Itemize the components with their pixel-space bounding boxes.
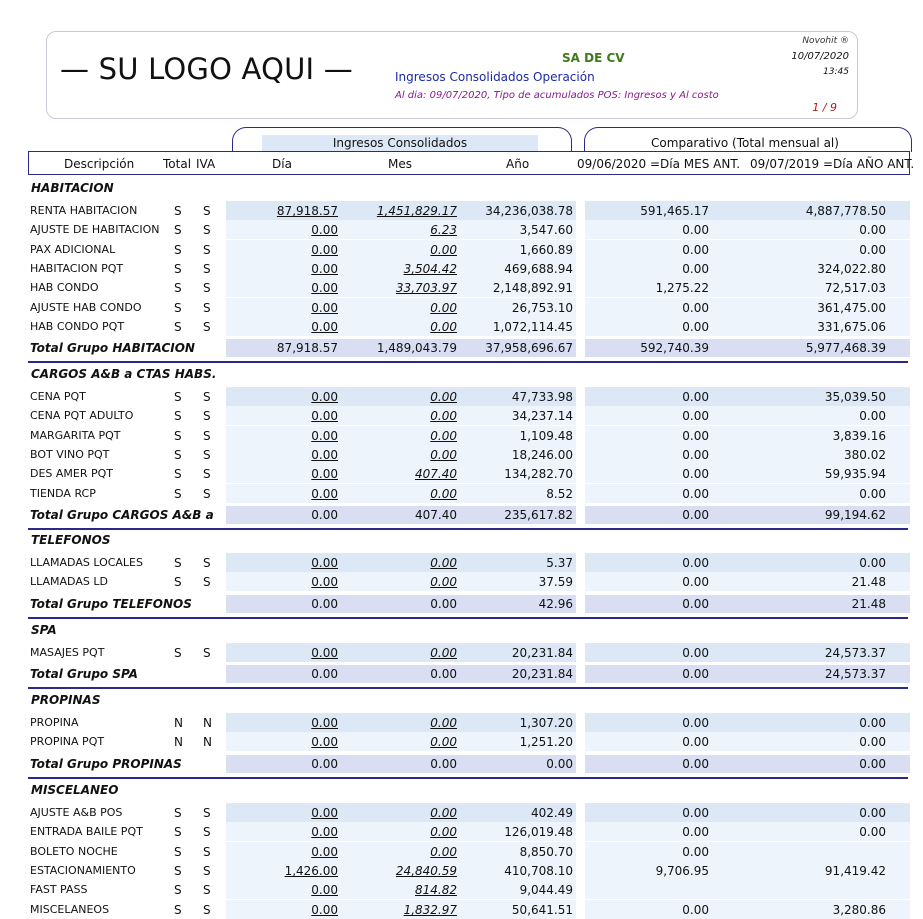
- row-dia-value[interactable]: 0.00: [311, 883, 338, 897]
- row-anio-value: 20,231.84: [511, 646, 573, 660]
- row-dia-value[interactable]: 1,426.00: [284, 864, 338, 878]
- row-mes-value[interactable]: 0.00: [430, 806, 457, 820]
- row-comp-anio-value: 91,419.42: [824, 864, 886, 878]
- row-comp-anio-value: 0.00: [859, 487, 886, 501]
- row-total-flag: S: [174, 223, 182, 237]
- total-mes-value: 0.00: [430, 597, 457, 611]
- total-mes-value: 1,489,043.79: [376, 341, 457, 355]
- group-total-label: Total Grupo HABITACION: [30, 341, 195, 355]
- row-comp-mes-value: 0.00: [682, 716, 709, 730]
- row-total-flag: S: [174, 243, 182, 257]
- row-iva-flag: S: [203, 243, 211, 257]
- group-total-label: Total Grupo TELEFONOS: [30, 597, 192, 611]
- ingresos-row-shade: [226, 484, 576, 503]
- row-iva-flag: S: [203, 556, 211, 570]
- total-comp-anio-value: 21.48: [851, 597, 886, 611]
- group-total-label: Total Grupo SPA: [30, 667, 138, 681]
- row-anio-value: 8,850.70: [519, 845, 573, 859]
- section-title: MISCELANEO: [31, 783, 119, 797]
- row-total-flag: S: [174, 845, 182, 859]
- row-comp-anio-value: 0.00: [859, 243, 886, 257]
- row-comp-anio-value: 0.00: [859, 825, 886, 839]
- ingresos-row-shade: [226, 553, 576, 572]
- row-mes-value[interactable]: 3,504.42: [403, 262, 457, 276]
- row-dia-value[interactable]: 0.00: [311, 262, 338, 276]
- row-total-flag: S: [174, 429, 182, 443]
- row-iva-flag: N: [203, 735, 212, 749]
- row-description: BOT VINO PQT: [30, 448, 110, 461]
- row-total-flag: S: [174, 409, 182, 423]
- row-mes-value[interactable]: 33,703.97: [395, 281, 457, 295]
- row-iva-flag: S: [203, 448, 211, 462]
- row-description: ESTACIONAMIENTO: [30, 864, 136, 877]
- row-anio-value: 5.37: [546, 556, 573, 570]
- row-iva-flag: S: [203, 883, 211, 897]
- row-dia-value[interactable]: 87,918.57: [276, 204, 338, 218]
- row-anio-value: 37.59: [538, 575, 573, 589]
- row-total-flag: S: [174, 903, 182, 917]
- comparativo-row-shade: [585, 842, 910, 861]
- row-mes-value[interactable]: 1,451,829.17: [376, 204, 457, 218]
- total-anio-value: 20,231.84: [511, 667, 573, 681]
- row-description: MASAJES PQT: [30, 646, 105, 659]
- ingresos-row-shade: [226, 803, 576, 822]
- total-mes-value: 0.00: [430, 667, 457, 681]
- comparativo-row-shade: [585, 880, 910, 899]
- col-descripcion: Descripción: [64, 157, 135, 171]
- row-description: CENA PQT ADULTO: [30, 409, 134, 422]
- row-anio-value: 402.49: [531, 806, 573, 820]
- row-dia-value[interactable]: 0.00: [311, 556, 338, 570]
- row-mes-value[interactable]: 0.00: [430, 845, 457, 859]
- brand-label: Novohit ®: [802, 36, 849, 46]
- row-total-flag: S: [174, 448, 182, 462]
- row-comp-mes-value: 1,275.22: [655, 281, 709, 295]
- row-anio-value: 1,660.89: [519, 243, 573, 257]
- row-total-flag: S: [174, 556, 182, 570]
- row-anio-value: 126,019.48: [504, 825, 573, 839]
- row-dia-value[interactable]: 0.00: [311, 825, 338, 839]
- row-description: HABITACION PQT: [30, 262, 124, 275]
- group-total-label: Total Grupo CARGOS A&B a: [30, 508, 214, 522]
- row-description: AJUSTE A&B POS: [30, 806, 123, 819]
- row-description: HAB CONDO: [30, 281, 99, 294]
- row-iva-flag: S: [203, 281, 211, 295]
- total-dia-value: 0.00: [311, 508, 338, 522]
- group-separator: [28, 777, 908, 779]
- row-comp-mes-value: 0.00: [682, 487, 709, 501]
- row-comp-mes-value: 591,465.17: [640, 204, 709, 218]
- row-dia-value[interactable]: 0.00: [311, 716, 338, 730]
- total-dia-value: 0.00: [311, 597, 338, 611]
- row-comp-anio-value: 3,839.16: [832, 429, 886, 443]
- row-dia-value[interactable]: 0.00: [311, 301, 338, 315]
- row-comp-mes-value: 0.00: [682, 646, 709, 660]
- row-comp-mes-value: 0.00: [682, 735, 709, 749]
- row-description: CENA PQT: [30, 390, 86, 403]
- row-comp-anio-value: 72,517.03: [824, 281, 886, 295]
- logo-placeholder: — SU LOGO AQUI —: [60, 52, 353, 86]
- company-name: SA DE CV: [562, 51, 625, 65]
- row-mes-value[interactable]: 0.00: [430, 646, 457, 660]
- row-total-flag: S: [174, 467, 182, 481]
- row-description: AJUSTE HAB CONDO: [30, 301, 142, 314]
- row-comp-anio-value: 0.00: [859, 223, 886, 237]
- row-comp-anio-value: 380.02: [844, 448, 886, 462]
- row-dia-value[interactable]: 0.00: [311, 320, 338, 334]
- row-iva-flag: S: [203, 487, 211, 501]
- row-anio-value: 18,246.00: [511, 448, 573, 462]
- row-description: PROPINA: [30, 716, 79, 729]
- row-total-flag: S: [174, 575, 182, 589]
- row-anio-value: 34,236,038.78: [485, 204, 573, 218]
- row-comp-mes-value: 0.00: [682, 575, 709, 589]
- row-dia-value[interactable]: 0.00: [311, 243, 338, 257]
- row-description: BOLETO NOCHE: [30, 845, 118, 858]
- section-title: TELEFONOS: [31, 533, 111, 547]
- row-total-flag: S: [174, 281, 182, 295]
- row-total-flag: S: [174, 320, 182, 334]
- row-comp-mes-value: 0.00: [682, 825, 709, 839]
- row-mes-value[interactable]: 0.00: [430, 825, 457, 839]
- row-mes-value[interactable]: 0.00: [430, 320, 457, 334]
- row-mes-value[interactable]: 0.00: [430, 716, 457, 730]
- row-comp-mes-value: 0.00: [682, 390, 709, 404]
- row-comp-mes-value: 0.00: [682, 903, 709, 917]
- row-description: LLAMADAS LOCALES: [30, 556, 143, 569]
- row-description: DES AMER PQT: [30, 467, 114, 480]
- row-anio-value: 134,282.70: [504, 467, 573, 481]
- row-description: PROPINA PQT: [30, 735, 105, 748]
- row-anio-value: 9,044.49: [519, 883, 573, 897]
- row-comp-anio-value: 361,475.00: [817, 301, 886, 315]
- row-comp-anio-value: 21.48: [851, 575, 886, 589]
- row-dia-value[interactable]: 0.00: [311, 646, 338, 660]
- col-total: Total: [163, 157, 192, 171]
- row-anio-value: 50,641.51: [511, 903, 573, 917]
- row-iva-flag: S: [203, 903, 211, 917]
- row-total-flag: N: [174, 735, 183, 749]
- row-dia-value[interactable]: 0.00: [311, 223, 338, 237]
- row-mes-value[interactable]: 0.00: [430, 429, 457, 443]
- group-separator: [28, 528, 908, 530]
- row-description: ENTRADA BAILE PQT: [30, 825, 143, 838]
- total-dia-value: 0.00: [311, 757, 338, 771]
- row-dia-value[interactable]: 0.00: [311, 903, 338, 917]
- row-comp-anio-value: 0.00: [859, 806, 886, 820]
- row-anio-value: 47,733.98: [511, 390, 573, 404]
- comparativo-group-label: Comparativo (Total mensual al): [651, 136, 839, 150]
- report-date: 10/07/2020: [791, 51, 849, 62]
- col-dia: Día: [272, 157, 292, 171]
- total-row-shade: [226, 595, 576, 613]
- total-comp-mes-value: 0.00: [682, 667, 709, 681]
- total-dia-value: 0.00: [311, 667, 338, 681]
- total-comp-mes-value: 592,740.39: [640, 341, 709, 355]
- group-total-label: Total Grupo PROPINAS: [30, 757, 182, 771]
- row-description: PAX ADICIONAL: [30, 243, 116, 256]
- total-comp-anio-value: 5,977,468.39: [805, 341, 886, 355]
- row-comp-mes-value: 9,706.95: [655, 864, 709, 878]
- section-title: HABITACION: [31, 181, 114, 195]
- row-anio-value: 1,072,114.45: [492, 320, 573, 334]
- row-total-flag: S: [174, 390, 182, 404]
- row-iva-flag: S: [203, 845, 211, 859]
- row-anio-value: 1,307.20: [519, 716, 573, 730]
- report-subtitle: Al dia: 09/07/2020, Tipo de acumulados POS: Ingresos y Al costo: [395, 90, 719, 101]
- row-mes-value[interactable]: 0.00: [430, 448, 457, 462]
- row-anio-value: 469,688.94: [504, 262, 573, 276]
- row-mes-value[interactable]: 0.00: [430, 487, 457, 501]
- row-dia-value[interactable]: 0.00: [311, 281, 338, 295]
- row-mes-value[interactable]: 0.00: [430, 575, 457, 589]
- row-description: FAST PASS: [30, 883, 88, 896]
- row-anio-value: 410,708.10: [504, 864, 573, 878]
- row-iva-flag: S: [203, 467, 211, 481]
- row-dia-value[interactable]: 0.00: [311, 467, 338, 481]
- row-comp-mes-value: 0.00: [682, 409, 709, 423]
- group-separator: [28, 361, 908, 363]
- row-comp-anio-value: 24,573.37: [824, 646, 886, 660]
- total-comp-mes-value: 0.00: [682, 508, 709, 522]
- row-comp-mes-value: 0.00: [682, 262, 709, 276]
- row-mes-value[interactable]: 1,832.97: [403, 903, 457, 917]
- row-iva-flag: S: [203, 806, 211, 820]
- row-iva-flag: S: [203, 223, 211, 237]
- row-total-flag: S: [174, 806, 182, 820]
- row-iva-flag: S: [203, 204, 211, 218]
- col-iva: IVA: [196, 157, 216, 171]
- col-mes: Mes: [388, 157, 412, 171]
- row-dia-value[interactable]: 0.00: [311, 409, 338, 423]
- row-description: AJUSTE DE HABITACION: [30, 223, 160, 236]
- total-comp-anio-value: 0.00: [859, 757, 886, 771]
- row-comp-anio-value: 59,935.94: [824, 467, 886, 481]
- row-total-flag: N: [174, 716, 183, 730]
- section-title: SPA: [31, 623, 57, 637]
- row-dia-value[interactable]: 0.00: [311, 390, 338, 404]
- row-anio-value: 2,148,892.91: [492, 281, 573, 295]
- total-row-shade: [226, 755, 576, 773]
- row-comp-mes-value: 0.00: [682, 223, 709, 237]
- row-mes-value[interactable]: 0.00: [430, 556, 457, 570]
- row-description: MISCELANEOS: [30, 903, 110, 916]
- ingresos-group-label: Ingresos Consolidados: [262, 135, 538, 151]
- row-mes-value[interactable]: 6.23: [430, 223, 457, 237]
- total-anio-value: 42.96: [538, 597, 573, 611]
- row-dia-value[interactable]: 0.00: [311, 806, 338, 820]
- row-iva-flag: S: [203, 429, 211, 443]
- row-dia-value[interactable]: 0.00: [311, 845, 338, 859]
- row-comp-mes-value: 0.00: [682, 243, 709, 257]
- col-anio: Año: [506, 157, 530, 171]
- row-comp-anio-value: 324,022.80: [817, 262, 886, 276]
- row-dia-value[interactable]: 0.00: [311, 429, 338, 443]
- row-total-flag: S: [174, 646, 182, 660]
- row-mes-value[interactable]: 0.00: [430, 409, 457, 423]
- row-anio-value: 26,753.10: [511, 301, 573, 315]
- row-comp-mes-value: 0.00: [682, 467, 709, 481]
- row-comp-anio-value: 0.00: [859, 716, 886, 730]
- row-comp-anio-value: 3,280.86: [832, 903, 886, 917]
- section-title: CARGOS A&B a CTAS HABS.: [31, 367, 217, 381]
- row-mes-value[interactable]: 24,840.59: [395, 864, 457, 878]
- column-header-row: [28, 151, 915, 175]
- row-total-flag: S: [174, 262, 182, 276]
- row-anio-value: 1,109.48: [519, 429, 573, 443]
- report-time: 13:45: [823, 67, 849, 77]
- row-mes-value[interactable]: 0.00: [430, 735, 457, 749]
- row-iva-flag: S: [203, 646, 211, 660]
- row-total-flag: S: [174, 864, 182, 878]
- row-comp-anio-value: 35,039.50: [824, 390, 886, 404]
- row-description: MARGARITA PQT: [30, 429, 121, 442]
- total-comp-anio-value: 99,194.62: [824, 508, 886, 522]
- row-dia-value[interactable]: 0.00: [311, 735, 338, 749]
- row-anio-value: 8.52: [546, 487, 573, 501]
- row-mes-value[interactable]: 407.40: [415, 467, 457, 481]
- row-comp-anio-value: 331,675.06: [817, 320, 886, 334]
- row-comp-mes-value: 0.00: [682, 556, 709, 570]
- row-iva-flag: S: [203, 575, 211, 589]
- total-dia-value: 87,918.57: [276, 341, 338, 355]
- total-mes-value: 407.40: [415, 508, 457, 522]
- row-mes-value[interactable]: 814.82: [415, 883, 457, 897]
- total-anio-value: 0.00: [546, 757, 573, 771]
- row-comp-mes-value: 0.00: [682, 448, 709, 462]
- row-comp-mes-value: 0.00: [682, 806, 709, 820]
- row-iva-flag: S: [203, 825, 211, 839]
- total-comp-mes-value: 0.00: [682, 757, 709, 771]
- row-comp-mes-value: 0.00: [682, 320, 709, 334]
- row-total-flag: S: [174, 883, 182, 897]
- report-title: Ingresos Consolidados Operación: [395, 70, 595, 84]
- row-comp-anio-value: 0.00: [859, 409, 886, 423]
- row-iva-flag: S: [203, 864, 211, 878]
- total-comp-anio-value: 24,573.37: [824, 667, 886, 681]
- row-mes-value[interactable]: 0.00: [430, 390, 457, 404]
- row-description: TIENDA RCP: [30, 487, 96, 500]
- row-anio-value: 1,251.20: [519, 735, 573, 749]
- row-comp-anio-value: 0.00: [859, 735, 886, 749]
- row-iva-flag: S: [203, 390, 211, 404]
- page-number: 1 / 9: [812, 101, 837, 114]
- total-anio-value: 37,958,696.67: [485, 341, 573, 355]
- row-total-flag: S: [174, 487, 182, 501]
- row-comp-anio-value: 4,887,778.50: [805, 204, 886, 218]
- row-iva-flag: N: [203, 716, 212, 730]
- row-iva-flag: S: [203, 262, 211, 276]
- col-comp-anio: 09/07/2019 =Día AÑO ANT.: [750, 157, 915, 171]
- row-iva-flag: S: [203, 301, 211, 315]
- row-mes-value[interactable]: 0.00: [430, 301, 457, 315]
- row-comp-mes-value: 0.00: [682, 301, 709, 315]
- row-comp-mes-value: 0.00: [682, 429, 709, 443]
- row-comp-mes-value: 0.00: [682, 845, 709, 859]
- row-iva-flag: S: [203, 320, 211, 334]
- row-description: RENTA HABITACION: [30, 204, 138, 217]
- row-total-flag: S: [174, 204, 182, 218]
- row-dia-value[interactable]: 0.00: [311, 448, 338, 462]
- row-description: LLAMADAS LD: [30, 575, 108, 588]
- ingresos-row-shade: [226, 572, 576, 591]
- row-total-flag: S: [174, 301, 182, 315]
- row-anio-value: 3,547.60: [519, 223, 573, 237]
- row-total-flag: S: [174, 825, 182, 839]
- row-description: HAB CONDO PQT: [30, 320, 125, 333]
- row-dia-value[interactable]: 0.00: [311, 487, 338, 501]
- row-mes-value[interactable]: 0.00: [430, 243, 457, 257]
- total-mes-value: 0.00: [430, 757, 457, 771]
- row-dia-value[interactable]: 0.00: [311, 575, 338, 589]
- group-separator: [28, 617, 908, 619]
- total-comp-mes-value: 0.00: [682, 597, 709, 611]
- row-anio-value: 34,237.14: [511, 409, 573, 423]
- total-anio-value: 235,617.82: [504, 508, 573, 522]
- row-iva-flag: S: [203, 409, 211, 423]
- section-title: PROPINAS: [31, 693, 101, 707]
- group-separator: [28, 687, 908, 689]
- col-comp-mes: 09/06/2020 =Día MES ANT.: [577, 157, 741, 171]
- row-comp-anio-value: 0.00: [859, 556, 886, 570]
